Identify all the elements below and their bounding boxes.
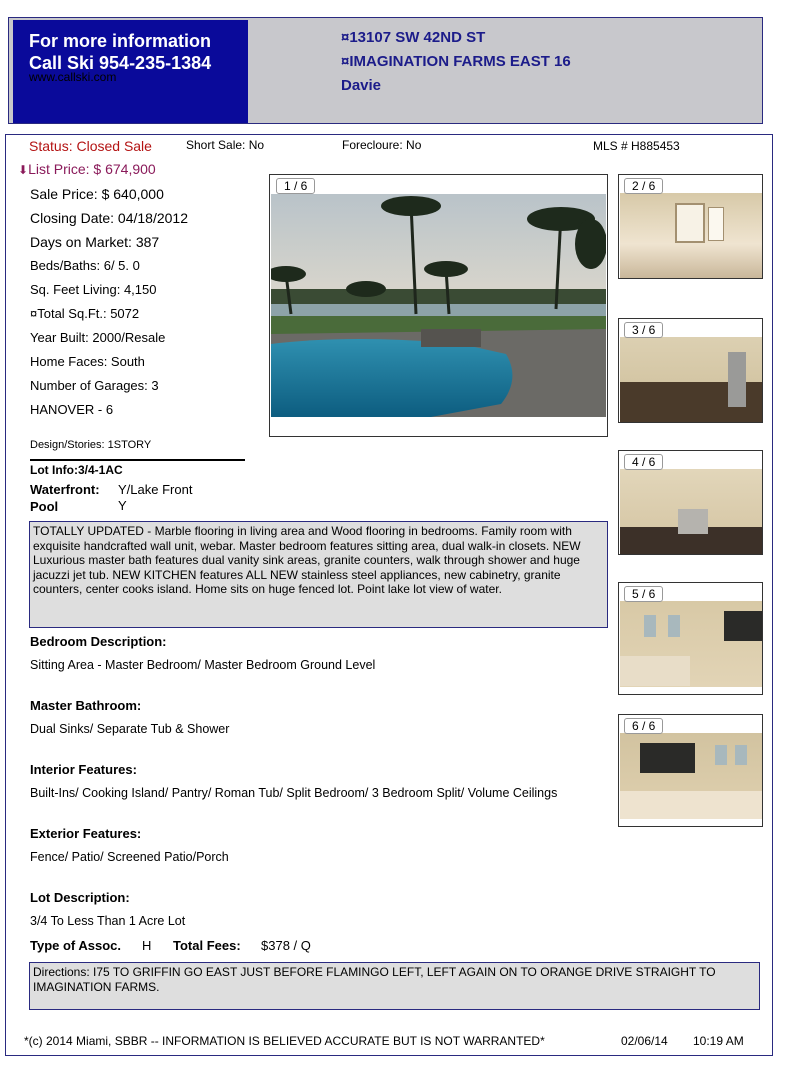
status: Status: Closed Sale	[29, 138, 152, 154]
kitchen-photo-1	[620, 337, 762, 422]
pool-value: Y	[118, 498, 127, 513]
sale-price: Sale Price: $ 640,000	[30, 186, 164, 202]
thumbnail-2[interactable]	[618, 174, 763, 279]
bathroom-photo-1	[620, 601, 762, 687]
pool-scene-image	[271, 194, 606, 417]
header-banner	[8, 17, 763, 124]
garages: Number of Garages: 3	[30, 378, 159, 393]
phone-line: Call Ski 954-235-1384	[29, 53, 212, 73]
divider-line	[30, 459, 245, 461]
directions: Directions: I75 TO GRIFFIN GO EAST JUST BEFORE FLAMINGO LEFT, LEFT AGAIN ON TO ORANGE DRIVE STRAIGHT TO IMAGINATION FARMS.	[29, 962, 760, 1010]
lot-text: 3/4 To Less Than 1 Acre Lot	[30, 914, 186, 928]
info-line: For more information	[29, 31, 212, 51]
days-on-market: Days on Market: 387	[30, 234, 160, 250]
waterfront-label: Waterfront:	[30, 482, 100, 497]
fees-label: Total Fees:	[173, 938, 241, 953]
bathroom-photo-2	[620, 733, 762, 819]
thumb-6-badge: 6 / 6	[624, 718, 663, 734]
print-date: 02/06/14	[621, 1034, 668, 1048]
thumb-2-badge: 2 / 6	[624, 178, 663, 194]
living-room-photo	[620, 193, 762, 278]
sqft-living: Sq. Feet Living: 4,150	[30, 282, 157, 297]
bath-title: Master Bathroom:	[30, 698, 142, 713]
interior-title: Interior Features:	[30, 762, 137, 777]
address-line-1: ¤13107 SW 42ND ST	[341, 29, 486, 46]
thumb-4-badge: 4 / 6	[624, 454, 663, 470]
bedroom-text: Sitting Area - Master Bedroom/ Master Bedroom Ground Level	[30, 658, 376, 672]
lot-info: Lot Info:3/4-1AC	[30, 463, 123, 477]
address-line-2: ¤IMAGINATION FARMS EAST 16	[341, 53, 571, 70]
thumb-3-badge: 3 / 6	[624, 322, 663, 338]
closing-date: Closing Date: 04/18/2012	[30, 210, 188, 226]
lot-title: Lot Description:	[30, 890, 130, 905]
fees-value: $378 / Q	[261, 938, 311, 953]
listing-body	[5, 134, 773, 1056]
property-remarks: TOTALLY UPDATED - Marble flooring in living area and Wood flooring in bedrooms. Family room with exquisite handcrafted wall unit, webar. Master bedroom features sitting area, dual walk-in closets. NEW Luxurious master bath features dual vanity sink areas, granite counters, walk through shower and huge jacuzzi jet tub. NEW KITCHEN features ALL NEW stainless steel appliances, new cabinetry, granite counters, center cooks island. Home sits on huge fenced lot. Point lake lot view of water.	[29, 521, 608, 628]
bedroom-title: Bedroom Description:	[30, 634, 167, 649]
foreclosure: Forecloure: No	[342, 138, 422, 152]
thumbnail-6[interactable]	[618, 714, 763, 827]
mls-number: MLS # H885453	[593, 139, 680, 153]
address-city: Davie	[341, 77, 382, 94]
thumbnail-4[interactable]	[618, 450, 763, 555]
print-time: 10:19 AM	[693, 1034, 744, 1048]
pool-label: Pool	[30, 499, 59, 514]
list-price-row	[18, 161, 156, 177]
thumbnail-3[interactable]	[618, 318, 763, 423]
bath-text: Dual Sinks/ Separate Tub & Shower	[30, 722, 230, 736]
photo-counter-badge: 1 / 6	[276, 178, 315, 194]
thumbnail-5[interactable]	[618, 582, 763, 695]
total-sqft: ¤Total Sq.Ft.: 5072	[30, 306, 140, 321]
disclaimer: *(c) 2014 Miami, SBBR -- INFORMATION IS BELIEVED ACCURATE BUT IS NOT WARRANTED*	[24, 1034, 545, 1048]
interior-text: Built-Ins/ Cooking Island/ Pantry/ Roman Tub/ Split Bedroom/ 3 Bedroom Split/ Volume Ceilings	[30, 786, 558, 800]
kitchen-photo-2	[620, 469, 762, 554]
home-faces: Home Faces: South	[30, 354, 145, 369]
down-arrow-icon: ⬇	[18, 163, 29, 177]
agent-contact-box	[13, 20, 248, 123]
year-built: Year Built: 2000/Resale	[30, 330, 166, 345]
exterior-text: Fence/ Patio/ Screened Patio/Porch	[30, 850, 229, 864]
waterfront-value: Y/Lake Front	[118, 482, 193, 497]
agent-url[interactable]: www.callski.com	[29, 70, 117, 84]
short-sale: Short Sale: No	[186, 138, 265, 152]
exterior-title: Exterior Features:	[30, 826, 142, 841]
thumb-5-badge: 5 / 6	[624, 586, 663, 602]
assoc-label: Type of Assoc.	[30, 938, 122, 953]
main-photo-frame[interactable]	[269, 174, 608, 437]
pool-photo[interactable]	[271, 194, 606, 417]
beds-baths: Beds/Baths: 6/ 5. 0	[30, 258, 140, 273]
assoc-value: H	[142, 938, 152, 953]
list-price: List Price: $ 674,900	[28, 161, 156, 177]
model-name: HANOVER - 6	[30, 402, 114, 417]
design-stories: Design/Stories: 1STORY	[30, 439, 152, 451]
